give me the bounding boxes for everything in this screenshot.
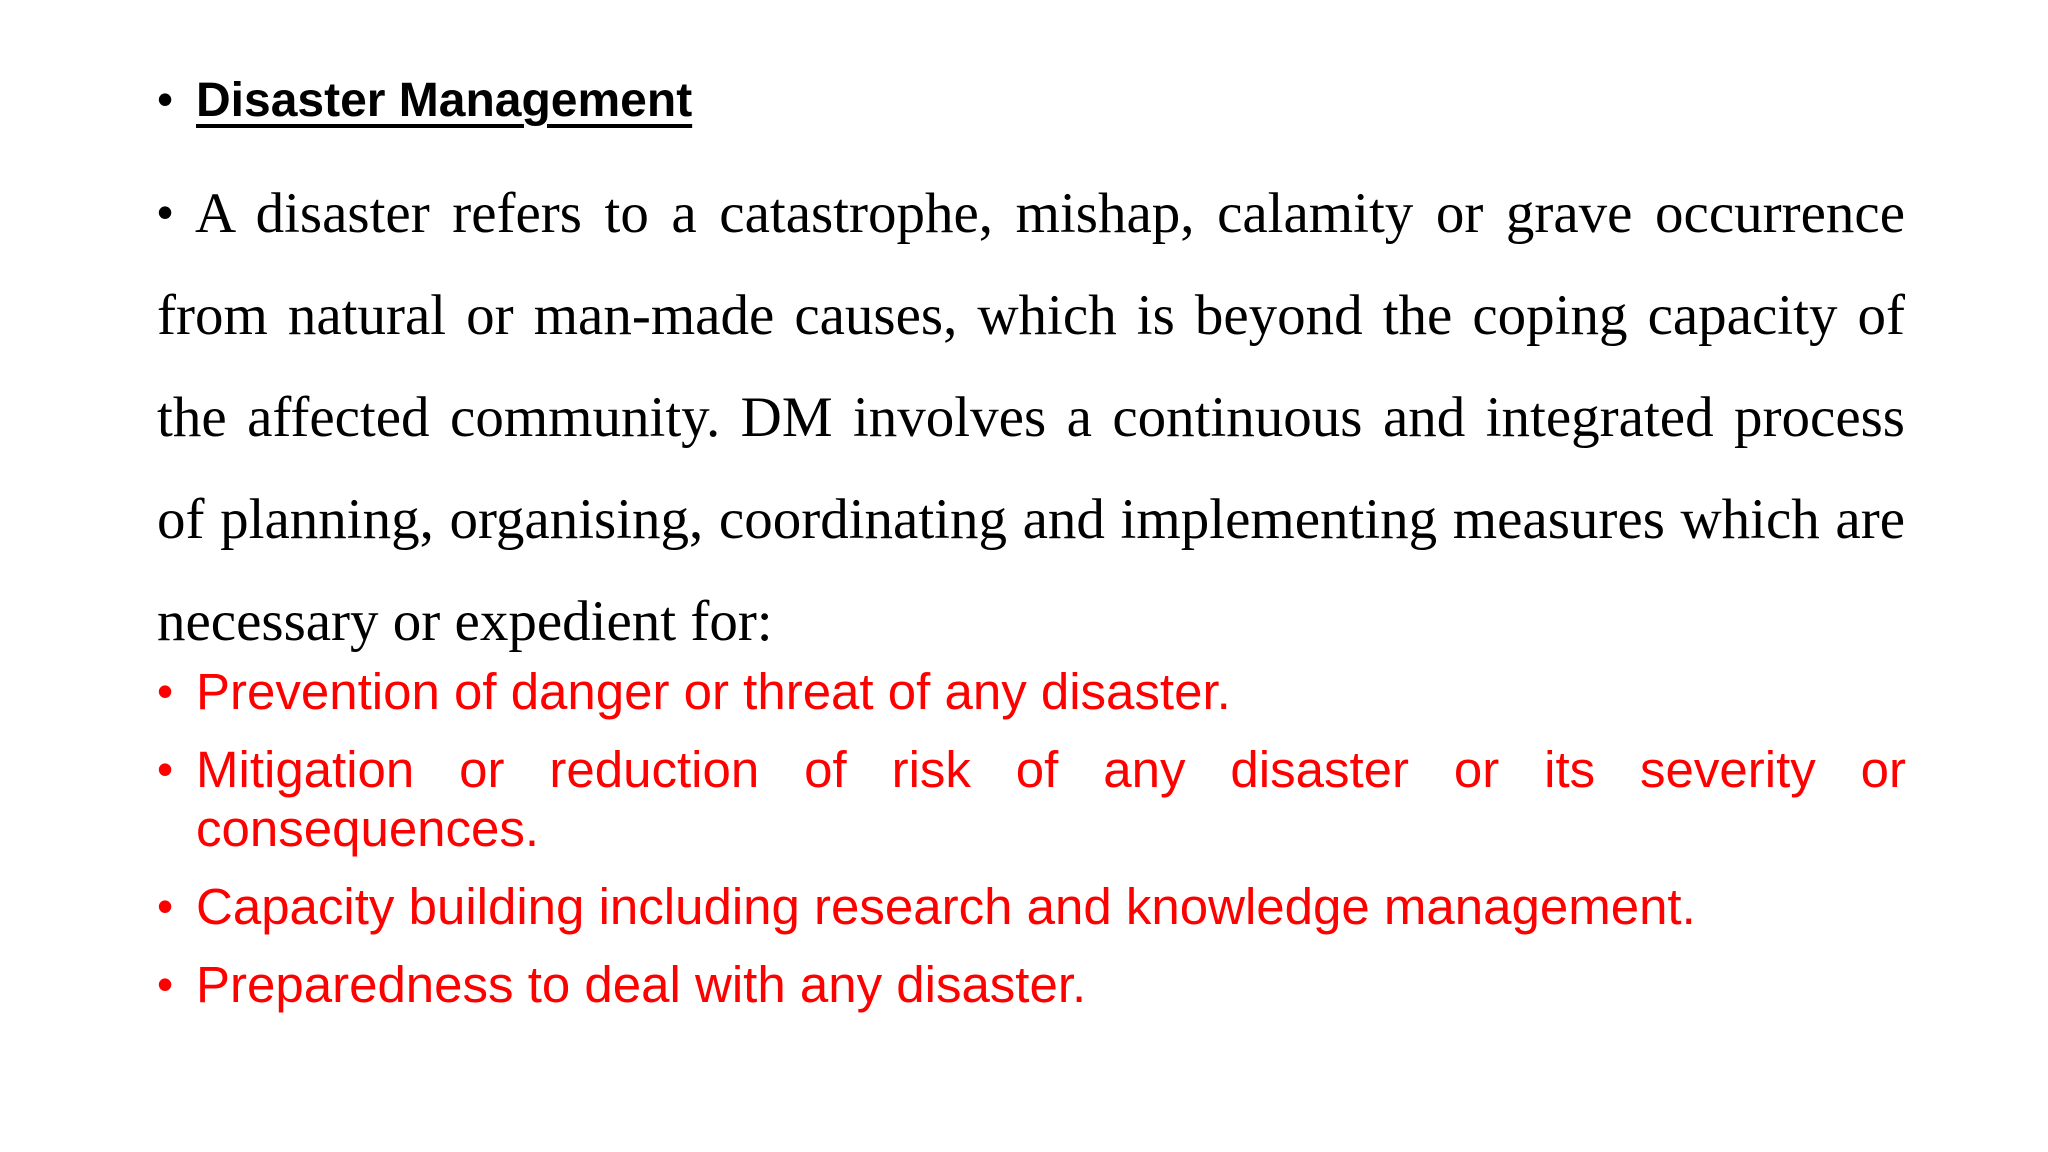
bullet-icon: • (157, 73, 174, 125)
definition-paragraph (157, 161, 1905, 673)
measure-text: Capacity building including research and knowledge management. (196, 878, 1696, 935)
bullet-icon: • (157, 186, 174, 238)
measures-list (157, 662, 1906, 1033)
measure-text: Preparedness to deal with any disaster. (196, 956, 1087, 1013)
bullet-icon: • (157, 743, 174, 795)
list-item (157, 955, 1906, 1014)
list-item (157, 662, 1906, 721)
definition-text: A disaster refers to a catastrophe, mishap, calamity or grave occurrence from natural or man-made causes, which is beyond the coping capacity of the affected community. DM involves a continuous and integrated process of planning, organising, coordinating and implementing measures which are necessary or expedient for: (157, 182, 1905, 653)
slide-heading: Disaster Management (196, 74, 693, 127)
measure-text: Mitigation or reduction of risk of any disaster or its severity or consequences. (196, 741, 1906, 857)
heading-row (157, 66, 1906, 136)
bullet-icon: • (157, 958, 174, 1010)
measure-text: Prevention of danger or threat of any disaster. (196, 663, 1231, 720)
list-item (157, 877, 1906, 936)
bullet-icon: • (157, 665, 174, 717)
list-item (157, 740, 1906, 858)
bullet-icon: • (157, 880, 174, 932)
